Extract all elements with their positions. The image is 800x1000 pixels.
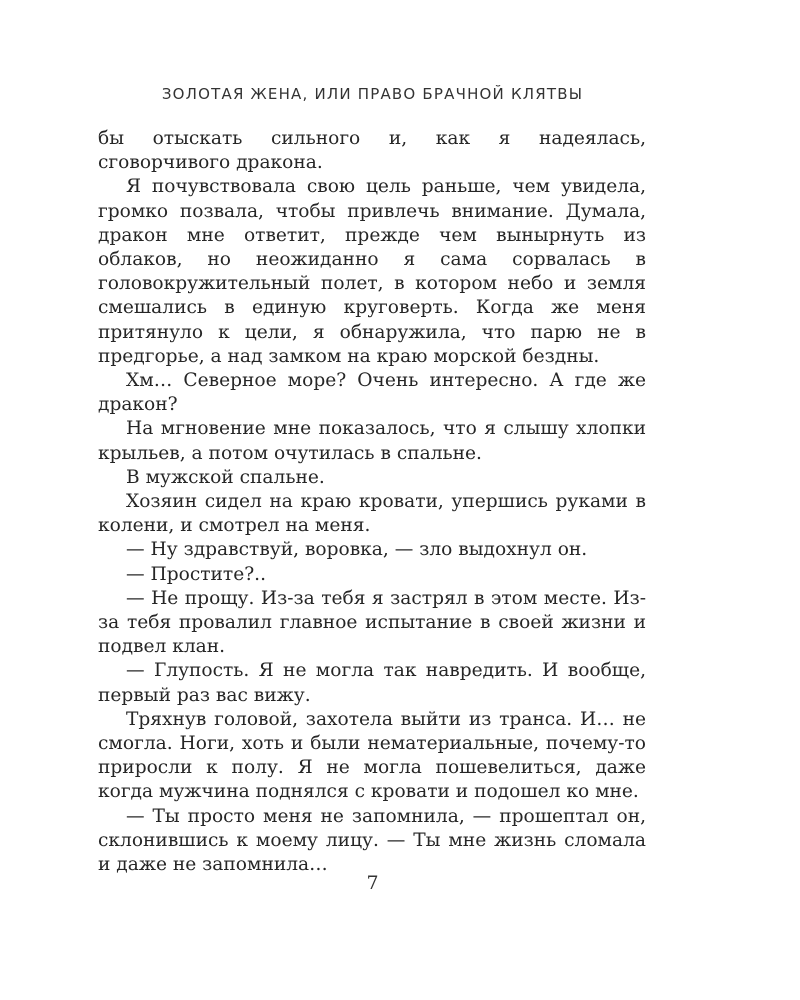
dialogue-line: — Ты просто меня не запомнила, — прошептал он, склонившись к моему лицу. — Ты мне жизнь сломала и даже не запомнила…	[98, 805, 646, 876]
paragraph: Тряхнув головой, захотела выйти из транса. И… не смогла. Ноги, хоть и были нематериальные, почему-то приросли к полу. Я не могла пошевелиться, даже когда мужчина поднялся с кровати и подошел ко мне.	[98, 708, 646, 803]
dialogue-line: — Простите?..	[126, 563, 266, 585]
paragraph: В мужской спальне.	[126, 466, 325, 488]
body-text	[98, 127, 646, 877]
paragraph: Хозяин сидел на краю кровати, упершись руками в колени, и смотрел на меня.	[98, 491, 646, 537]
paragraph: Я почувствовала свою цель раньше, чем увидела, громко позвала, чтобы привлечь внимание. Думала, дракон мне ответит, прежде чем вынырнуть из облаков, но неожиданно я сама сорвалась в головокружительный полет, в котором небо и земля смешались в единую круговерть. Когда же меня притянуло к цели, я обнаружила, что парю не в предгорье, а над замком на краю морской бездны.	[98, 176, 646, 367]
dialogue-line: — Глупость. Я не могла так навредить. И вообще, первый раз вас вижу.	[98, 660, 646, 706]
dialogue-line: — Не прощу. Из-за тебя я застрял в этом месте. Из-за тебя провалил главное испытание в своей жизни и подвел клан.	[98, 587, 646, 658]
paragraph: бы отыскать сильного и, как я надеялась, сговорчивого дракона.	[98, 128, 646, 174]
page-number: 7	[366, 872, 379, 894]
paragraph: На мгновение мне показалось, что я слышу хлопки крыльев, а потом очутилась в спальне.	[98, 418, 646, 464]
running-head-title: ЗОЛОТАЯ ЖЕНА, ИЛИ ПРАВО БРАЧНОЙ КЛЯТВЫ	[161, 85, 584, 103]
dialogue-line: — Ну здравствуй, воровка, — зло выдохнул он.	[126, 539, 588, 561]
paragraph: Хм… Северное море? Очень интересно. А где же дракон?	[98, 370, 646, 416]
